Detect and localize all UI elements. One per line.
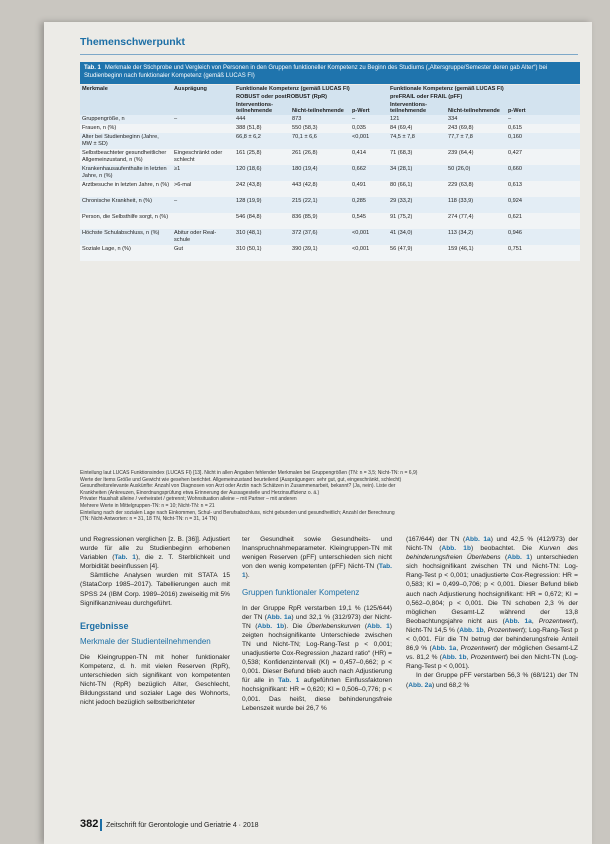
- table-cell: <0,001: [350, 245, 388, 261]
- table-reference[interactable]: Tab. 1: [242, 563, 392, 580]
- table-footnote: Privater Haushalt alleine / verheiratet / getrennt; Wohnsituation alleine – mit Partner – mit anderen: [80, 496, 297, 503]
- table-row: [80, 115, 580, 124]
- table-footnote: Einteilung laut LUCAS Funktionsindex (LUCAS FI) [13]. Nicht in allen Angaben fehlender Merkmalen bei Gruppengrößen (TN: n = 3,5; Nicht-TN: n = 6,9): [80, 470, 418, 476]
- table-row: [80, 165, 580, 181]
- figure-reference[interactable]: Abb. 1a: [504, 617, 532, 625]
- table-cell: 261 (26,8): [290, 149, 350, 165]
- paragraph: und Regressionen verglichen [z. B. [36]]. Adjustiert wurde für alle zu Studienbeginn erhobenen Variablen (Tab. 1), die z. T. Sterblichkeit und Morbidität beeinflussen [4].: [80, 536, 230, 571]
- table-cell: Alter bei Studienbeginn (Jahre, MW ± SD): [80, 133, 172, 149]
- table-footnote: Gesundheitsrelevante Auskünfte: Anzahl von Diagnosen von Arzt oder Arztin nach Schätzen in Zusammenarbeit, bekannt? (Ja, nein). Liste der: [80, 483, 396, 490]
- table-cell: –: [506, 115, 580, 124]
- table-cell: 444: [234, 115, 290, 124]
- table-cell: 0,924: [506, 197, 580, 213]
- table-cell: 243 (69,8): [446, 124, 506, 133]
- table-cell: 873: [290, 115, 350, 124]
- table-cell: Person, die Selbsthilfe sorgt, n (%): [80, 213, 172, 229]
- table-footnote: Einteilung nach der sozialen Lage nach Einkommen, Schul- und Berufsabschluss, nicht gebunden und gesundheitlich; Anzahl der Berechnung: [80, 509, 395, 516]
- table-cell: 41 (34,0): [388, 229, 446, 245]
- table-cell: [172, 124, 234, 133]
- paragraph: (167/644) der TN (Abb. 1a) und 42,5 % (412/973) der Nicht-TN (Abb. 1b) beobachtet. Die Kurven des behinderungsfreien Überlebens (Abb. 1) unterschieden sich hochsignifikant zwischen TN und Nicht-TN: Log-Rang-Test p < 0,001; unadjustierte Cox-Regression: HR = 0,583; KI = 0,499–0,706; p < 0,001. Dieser Befund blieb auch nach Adjustierung hochsignifikant: HR = 0,672; KI = 0,562–0,804; p < 0,001. Die TN schoben 2,3 % der möglichen Gesamt-LZ während der 13,8 Beobachtungsjahre nicht aus (Abb. 1a, Prozentwert), Nicht-TN 14,5 % (Abb. 1b, Prozentwert); Log-Rang-Test p < 0,001. Für die TN betrug der behinderungsfreie Anteil 86,9 % (Abb. 1a, Prozentwert) der möglichen Gesamt-LZ vs. 81,2 % (Abb. 1b, Prozentwert) bei den Nicht-TN (Log-Rang-Test p < 0,001).: [406, 536, 579, 671]
- table-cell: 0,035: [350, 124, 388, 133]
- table-cell: [172, 133, 234, 149]
- table-cell: 180 (19,4): [290, 165, 350, 181]
- table-cell: 34 (28,1): [388, 165, 446, 181]
- col-subgroup-pff: preFRAIL oder FRAIL (pFF): [388, 93, 580, 101]
- figure-reference[interactable]: Abb. 1a: [267, 613, 292, 621]
- figure-reference[interactable]: Abb. 1: [507, 554, 530, 562]
- table-label: Tab. 1: [84, 65, 101, 71]
- table-header-row: [80, 85, 580, 93]
- table-footnote: Krankheiten (Ankreuzen, Einordnungsprüfung etwa Erinnerung der Aussagestelle und Herzinsuffizienz o. ä.): [80, 489, 320, 496]
- table-cell: 388 (51,8): [234, 124, 290, 133]
- table-cell: Höchste Schulabschluss, n (%): [80, 229, 172, 245]
- table-cell: 56 (47,9): [388, 245, 446, 261]
- paragraph: Sämtliche Analysen wurden mit STATA 15 (StataCorp 1985–2017). Tabellierungen auch mit SPSS 24 (IBM Corp. 1989–2016) zweiseitig mit 5% Signifikanzniveau durchgeführt.: [80, 572, 230, 607]
- table-row: [80, 229, 580, 245]
- table-cell: Krankenhausaufenthalte in letzten Jahre, n (%): [80, 165, 172, 181]
- table-row: [80, 124, 580, 133]
- table-cell: 91 (75,2): [388, 213, 446, 229]
- table-cell: Gut: [172, 245, 234, 261]
- table-cell: Abitur oder Real-schule: [172, 229, 234, 245]
- table-cell: 66,8 ± 6,2: [234, 133, 290, 149]
- col-ntn-rpr: Nicht-teilnehmende: [290, 101, 350, 115]
- table-footnote: Mehrere Werte in Mittelgruppen-TN: n = 10; Nicht-TN: n = 21: [80, 502, 215, 509]
- characteristics-table: [80, 85, 580, 261]
- table-cell: 0,414: [350, 149, 388, 165]
- table-cell: 229 (63,8): [446, 181, 506, 197]
- table-cell: Selbstbeachteter gesundheitlicher Allgemeinzustand, n (%): [80, 149, 172, 165]
- table-cell: 113 (34,2): [446, 229, 506, 245]
- table-cell: –: [172, 197, 234, 213]
- table-cell: 84 (69,4): [388, 124, 446, 133]
- section-title: Themenschwerpunkt: [80, 36, 186, 48]
- paragraph: In der Gruppe pFF verstarben 56,3 % (68/121) der TN (Abb. 2a) und 68,2 %: [406, 672, 578, 689]
- table-reference[interactable]: Tab. 1: [278, 677, 300, 685]
- table-cell: 71 (68,3): [388, 149, 446, 165]
- col-auspraegung: Ausprägung: [172, 85, 234, 93]
- table-cell: 80 (66,1): [388, 181, 446, 197]
- journal-page: [44, 22, 592, 844]
- table-footnote: Werte der Items Größe und Gewicht wie gesehen berichtet. Allgemeinzustand beurteilend (Ausprägungen: sehr gut, gut, eingeschränkt, schlecht): [80, 476, 402, 483]
- table-cell: <0,001: [350, 133, 388, 149]
- paragraph: ter Gesundheit sowie Gesundheits- und Inanspruchnahmeparameter. Kleingruppen-TN mit wenigen Reserven (pFF) unterschieden sich nicht von den wenig kompetenten (pFF) Nicht-TN (Tab. 1).: [242, 536, 392, 580]
- table-row: [80, 133, 580, 149]
- table-cell: 239 (64,4): [446, 149, 506, 165]
- col-p-rpr: p-Wert: [350, 101, 388, 115]
- text-column-1: [80, 535, 230, 707]
- table-row: [80, 197, 580, 213]
- table-cell: 242 (43,8): [234, 181, 290, 197]
- figure-reference[interactable]: Abb. 1b: [459, 626, 484, 634]
- table-row: [80, 181, 580, 197]
- table-cell: 29 (33,2): [388, 197, 446, 213]
- footer-divider: [100, 819, 102, 831]
- table-row: [80, 245, 580, 261]
- paragraph: In der Gruppe RpR verstarben 19,1 % (125/644) der TN (Abb. 1a) und 32,1 % (312/973) der Nicht-TN (Abb. 1b). Die Überlebenskurven (Abb. 1) zeigten hochsignifikante Unterschiede zwischen TN und Nicht-TN; Log-Rang-Test p < 0,001; unadjustierte Cox-Regression „hazard ratio“ (HR) = 0,538; Konfidenzintervall (KI) = 0,457–0,662; p < 0,001. Dieser Befund blieb auch nach Adjustierung für alle in Tab. 1 aufgeführten Einflussfaktoren hochsignifikant: HR = 0,620; KI = 0,506–0,776; p < 0,001. Das heißt, diese behinderungsfreie Lebenszeit wurde bei 26,7 %: [242, 604, 392, 712]
- figure-reference[interactable]: Abb. 1b: [441, 654, 467, 662]
- table-footnotes: [80, 470, 580, 523]
- col-group-pff: Funktionale Kompetenz (gemäß LUCAS FI): [388, 85, 580, 93]
- col-tn-rpr: Interventions-teilnehmende: [234, 101, 290, 115]
- table-cell: 0,946: [506, 229, 580, 245]
- table-cell: 128 (19,9): [234, 197, 290, 213]
- table-cell: 443 (42,8): [290, 181, 350, 197]
- table-cell: Soziale Lage, n (%): [80, 245, 172, 261]
- col-tn-pff: Interventions-teilnehmende: [388, 101, 446, 115]
- table-cell: 215 (22,1): [290, 197, 350, 213]
- figure-reference[interactable]: Abb. 1: [367, 622, 390, 630]
- table-cell: Frauen, n (%): [80, 124, 172, 133]
- col-merkmale: Merkmale: [80, 85, 172, 93]
- col-group-rpr: Funktionale Kompetenz (gemäß LUCAS FI): [234, 85, 388, 93]
- table-cell: 546 (84,8): [234, 213, 290, 229]
- table-reference[interactable]: Tab. 1: [114, 554, 136, 562]
- col-p-pff: p-Wert: [506, 101, 580, 115]
- figure-reference[interactable]: Abb. 1b: [441, 545, 472, 553]
- table-cell: 0,613: [506, 181, 580, 197]
- table-cell: Gruppengröße, n: [80, 115, 172, 124]
- table-cell: 161 (25,8): [234, 149, 290, 165]
- table-cell: 0,545: [350, 213, 388, 229]
- table-cell: 274 (77,4): [446, 213, 506, 229]
- figure-reference[interactable]: Abb. 1a: [431, 645, 457, 653]
- table-cell: 550 (58,3): [290, 124, 350, 133]
- table-cell: 159 (46,1): [446, 245, 506, 261]
- table-caption: [80, 62, 580, 84]
- table-cell: 0,615: [506, 124, 580, 133]
- paragraph: Die Kleingruppen-TN mit hoher funktionaler Kompetenz, d. h. mit vielen Reserven (RpR), unterschieden sich signifikant von kompetenten Nicht-TN (RpR) bezüglich Alter, Geschlecht, Bildungsstand und sozialer Lage des Wohnorts, nicht jedoch bezüglich selbstberichteter: [80, 653, 230, 707]
- table-cell: Chronische Krankheit, n (%): [80, 197, 172, 213]
- table-cell: 0,427: [506, 149, 580, 165]
- table-cell: 118 (33,9): [446, 197, 506, 213]
- text-column-3: [406, 535, 578, 690]
- table-cell: 0,491: [350, 181, 388, 197]
- table-cell: –: [350, 115, 388, 124]
- table-cell: 70,1 ± 6,6: [290, 133, 350, 149]
- table-cell: 836 (85,9): [290, 213, 350, 229]
- table-header-row: [80, 101, 580, 115]
- header-rule: [80, 54, 578, 55]
- table-cell: 310 (48,1): [234, 229, 290, 245]
- table-row: [80, 149, 580, 165]
- text-column-2: [242, 535, 392, 713]
- figure-reference[interactable]: Abb. 1a: [465, 536, 491, 543]
- table-cell: >6-mal: [172, 181, 234, 197]
- table-cell: 50 (26,0): [446, 165, 506, 181]
- table-header-row: [80, 93, 580, 101]
- table-cell: <0,001: [350, 229, 388, 245]
- table-cell: 0,621: [506, 213, 580, 229]
- table-cell: ≥1: [172, 165, 234, 181]
- section-heading: Ergebnisse: [80, 620, 129, 631]
- table-cell: 0,751: [506, 245, 580, 261]
- table-cell: 0,285: [350, 197, 388, 213]
- table-cell: 310 (50,1): [234, 245, 290, 261]
- col-subgroup-rpr: ROBUST oder postROBUST (RpR): [234, 93, 388, 101]
- table-cell: 121: [388, 115, 446, 124]
- page-number: 382: [80, 818, 99, 830]
- table-cell: 334: [446, 115, 506, 124]
- table-cell: 120 (18,6): [234, 165, 290, 181]
- table-row: [80, 213, 580, 229]
- table-cell: 77,7 ± 7,8: [446, 133, 506, 149]
- table-cell: 0,662: [350, 165, 388, 181]
- table-cell: [172, 213, 234, 229]
- figure-reference[interactable]: Abb. 1b: [257, 622, 285, 630]
- journal-name: Zeitschrift für Gerontologie und Geriatrie 4 · 2018: [106, 822, 259, 829]
- table-cell: 390 (39,1): [290, 245, 350, 261]
- figure-reference[interactable]: Abb. 2a: [408, 681, 433, 689]
- table-cell: 0,160: [506, 133, 580, 149]
- subsection-heading: Gruppen funktionaler Kompetenz: [242, 588, 360, 598]
- table-cell: 0,660: [506, 165, 580, 181]
- subsection-heading: Merkmale der Studienteilnehmenden: [80, 636, 211, 646]
- table-cell: 74,5 ± 7,8: [388, 133, 446, 149]
- table-caption-text: Merkmale der Stichprobe und Vergleich von Personen in den Gruppen funktioneller Kompetenz zu Beginn des Studiums („Altersgruppe/Semester deren gab Alter“) bei Studienbeginn nach funktionaler Kompetenz (gemäß LUCAS FI): [84, 65, 548, 79]
- table-cell: –: [172, 115, 234, 124]
- col-ntn-pff: Nicht-teilnehmende: [446, 101, 506, 115]
- table-cell: 372 (37,6): [290, 229, 350, 245]
- table-footnote: (TN: Nicht-Antworten: n = 31, 18 TN, Nicht-TN: n = 31, 14 TN): [80, 516, 218, 523]
- table-cell: Eingeschränkt oder schlecht: [172, 149, 234, 165]
- table-cell: Arztbesuche in letzten Jahre, n (%): [80, 181, 172, 197]
